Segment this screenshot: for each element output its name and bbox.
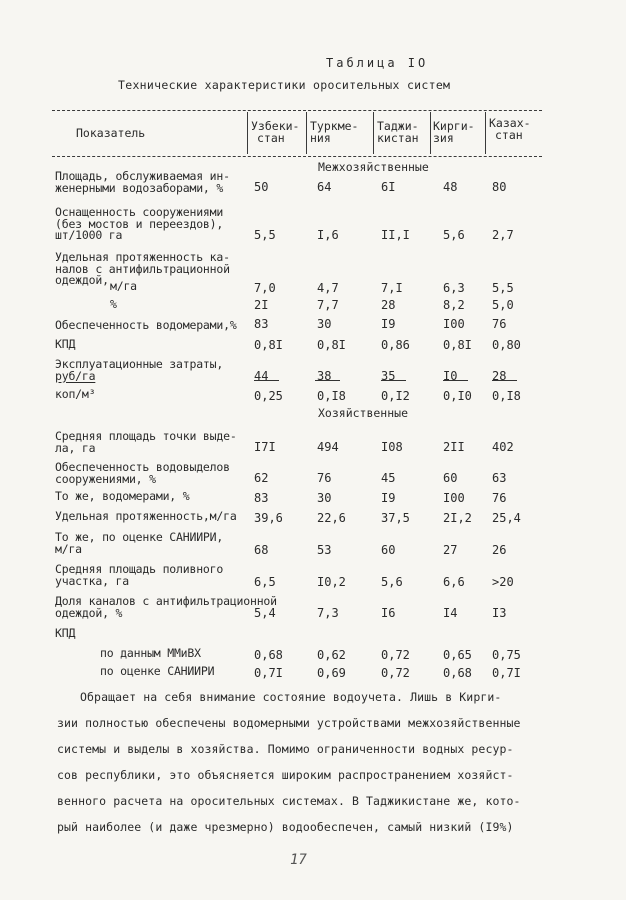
- table-cell: 0,7I: [492, 666, 521, 680]
- row-label: Доля каналов с антифильтрационной одеждой, %: [55, 594, 277, 620]
- fraction-line: [254, 380, 279, 381]
- column-divider: [306, 112, 307, 154]
- row-label: КПД: [55, 337, 76, 351]
- fraction-line: [443, 380, 468, 381]
- table-cell: 62: [254, 471, 269, 485]
- fraction-line: [315, 380, 340, 381]
- table-number: Таблица IO: [326, 56, 429, 70]
- table-cell: >20: [492, 575, 514, 589]
- row-label: То же, по оценке САНИИРИ, м/га: [55, 530, 224, 556]
- table-cell: 0,I8: [492, 389, 521, 403]
- table-cell: 27: [443, 543, 458, 557]
- row-label: Обеспеченность водомерами,%: [55, 318, 237, 332]
- table-cell: 38: [317, 369, 332, 383]
- table-cell: 37,5: [381, 511, 410, 525]
- row-label: Удельная протяженность,м/га: [55, 509, 237, 523]
- table-cell: 5,5: [492, 281, 514, 295]
- row-label: Оснащенность сооружениями (без мостов и переездов), шт/1000 га: [55, 205, 224, 242]
- paragraph-line: рый наиболее (и даже чрезмерно) водообеспечен, самый низкий (I9%): [57, 820, 514, 834]
- table-cell: 0,72: [381, 648, 410, 662]
- table-cell: 0,68: [254, 648, 283, 662]
- table-cell: 0,I2: [381, 389, 410, 403]
- section-label-interfarm: Межхозяйственные: [318, 160, 429, 174]
- table-cell: 7,3: [317, 606, 339, 620]
- row-label: коп/м³: [55, 387, 96, 401]
- table-cell: 53: [317, 543, 332, 557]
- table-cell: 0,69: [317, 666, 346, 680]
- table-cell: 0,80: [492, 338, 521, 352]
- table-cell: 0,8I: [317, 338, 346, 352]
- paragraph-line: венного расчета на оросительных системах. В Таджикистане же, кото-: [57, 794, 521, 808]
- table-title: Технические характеристики оросительных систем: [118, 78, 451, 92]
- header-bottom-rule: [52, 156, 542, 157]
- table-cell: 0,7I: [254, 666, 283, 680]
- column-header-turkmenia: Туркме- ния: [310, 119, 359, 145]
- column-header-kazakhstan: Казах- стан: [489, 116, 531, 142]
- table-cell: 0,I8: [317, 389, 346, 403]
- table-cell: I0: [443, 369, 458, 383]
- table-cell: 0,75: [492, 648, 521, 662]
- table-cell: 2,7: [492, 228, 514, 242]
- table-cell: 5,4: [254, 606, 276, 620]
- table-cell: 80: [492, 180, 507, 194]
- row-label: по оценке САНИИРИ: [100, 664, 215, 678]
- table-cell: 44: [254, 369, 269, 383]
- table-cell: 30: [317, 491, 332, 505]
- table-cell: I0,2: [317, 575, 346, 589]
- table-cell: 7,0: [254, 281, 276, 295]
- table-cell: 0,86: [381, 338, 410, 352]
- table-cell: 22,6: [317, 511, 346, 525]
- table-cell: 48: [443, 180, 458, 194]
- table-cell: 25,4: [492, 511, 521, 525]
- fraction-line: [381, 380, 406, 381]
- table-cell: 45: [381, 471, 396, 485]
- table-cell: I3: [492, 606, 507, 620]
- row-label: Обеспеченность водовыделов сооружениями, %: [55, 460, 230, 486]
- column-divider: [373, 112, 374, 154]
- table-cell: I4: [443, 606, 458, 620]
- row-label: Площадь, обслуживаемая ин- женерными водозаборами, %: [55, 169, 230, 195]
- table-cell: 5,6: [381, 575, 403, 589]
- table-cell: 0,25: [254, 389, 283, 403]
- table-cell: 494: [317, 440, 339, 454]
- table-cell: 68: [254, 543, 269, 557]
- table-cell: 402: [492, 440, 514, 454]
- table-cell: 39,6: [254, 511, 283, 525]
- row-label: КПД: [55, 626, 76, 640]
- table-cell: 0,68: [443, 666, 472, 680]
- column-divider: [485, 112, 486, 154]
- paragraph-line: Обращает на себя внимание состояние водоучета. Лишь в Кирги-: [80, 690, 502, 704]
- row-label: То же, водомерами, %: [55, 489, 190, 503]
- table-cell: 83: [254, 317, 269, 331]
- table-cell: 2I: [254, 298, 269, 312]
- column-header-tajikistan: Таджи- кистан: [377, 119, 419, 145]
- table-cell: I,6: [317, 228, 339, 242]
- header-indicator: Показатель: [76, 126, 146, 140]
- table-cell: I00: [443, 317, 465, 331]
- table-cell: 76: [317, 471, 332, 485]
- page-number: 17: [290, 852, 307, 868]
- paragraph-line: зии полностью обеспечены водомерными устройствами межхозяйственные: [57, 716, 521, 730]
- table-cell: 5,0: [492, 298, 514, 312]
- table-cell: 60: [443, 471, 458, 485]
- table-cell: 35: [381, 369, 396, 383]
- table-cell: 6,6: [443, 575, 465, 589]
- table-cell: I9: [381, 491, 396, 505]
- table-cell: II,I: [381, 228, 410, 242]
- table-cell: 0,8I: [254, 338, 283, 352]
- table-cell: 7,7: [317, 298, 339, 312]
- row-label: м/га: [110, 279, 137, 293]
- column-header-kirghizia: Кирги- зия: [433, 119, 475, 145]
- table-cell: I9: [381, 317, 396, 331]
- table-cell: 0,8I: [443, 338, 472, 352]
- table-cell: 0,72: [381, 666, 410, 680]
- column-header-uzbekistan: Узбеки- стан: [251, 119, 300, 145]
- table-cell: 2II: [443, 440, 465, 454]
- table-cell: 4,7: [317, 281, 339, 295]
- row-label: по данным ММиВХ: [100, 646, 201, 660]
- table-cell: 2I,2: [443, 511, 472, 525]
- table-cell: 0,65: [443, 648, 472, 662]
- table-cell: 64: [317, 180, 332, 194]
- table-cell: 7,I: [381, 281, 403, 295]
- row-label: Средняя площадь поливного участка, га: [55, 562, 224, 588]
- table-cell: I00: [443, 491, 465, 505]
- column-divider: [247, 112, 248, 154]
- table-cell: 5,5: [254, 228, 276, 242]
- table-cell: 28: [492, 369, 507, 383]
- table-cell: 60: [381, 543, 396, 557]
- table-cell: 26: [492, 543, 507, 557]
- table-cell: 0,I0: [443, 389, 472, 403]
- column-divider: [430, 112, 431, 154]
- row-label: Удельная протяженность ка- налов с антифильтрационной одеждой,: [55, 250, 230, 287]
- table-cell: 6,5: [254, 575, 276, 589]
- table-cell: 6,3: [443, 281, 465, 295]
- table-cell: 8,2: [443, 298, 465, 312]
- table-cell: 76: [492, 491, 507, 505]
- paragraph-line: сов республики, это объясняется широким распространением хозяйст-: [57, 768, 514, 782]
- row-label: %: [110, 297, 117, 311]
- row-label: Эксплуатационные затраты, руб/га: [55, 357, 224, 383]
- header-top-rule: [52, 110, 542, 111]
- table-cell: 83: [254, 491, 269, 505]
- table-cell: 50: [254, 180, 269, 194]
- table-cell: 6I: [381, 180, 396, 194]
- table-cell: 63: [492, 471, 507, 485]
- row-label: Средняя площадь точки выде- ла, га: [55, 429, 237, 455]
- table-cell: 0,62: [317, 648, 346, 662]
- section-label-onfarm: Хозяйственные: [318, 406, 409, 420]
- table-cell: 28: [381, 298, 396, 312]
- fraction-line: [492, 380, 517, 381]
- table-cell: I7I: [254, 440, 276, 454]
- table-cell: 30: [317, 317, 332, 331]
- table-cell: I6: [381, 606, 396, 620]
- paragraph-line: системы и выделы в хозяйства. Помимо ограниченности водных ресур-: [57, 742, 514, 756]
- table-cell: 5,6: [443, 228, 465, 242]
- table-cell: 76: [492, 317, 507, 331]
- table-cell: I08: [381, 440, 403, 454]
